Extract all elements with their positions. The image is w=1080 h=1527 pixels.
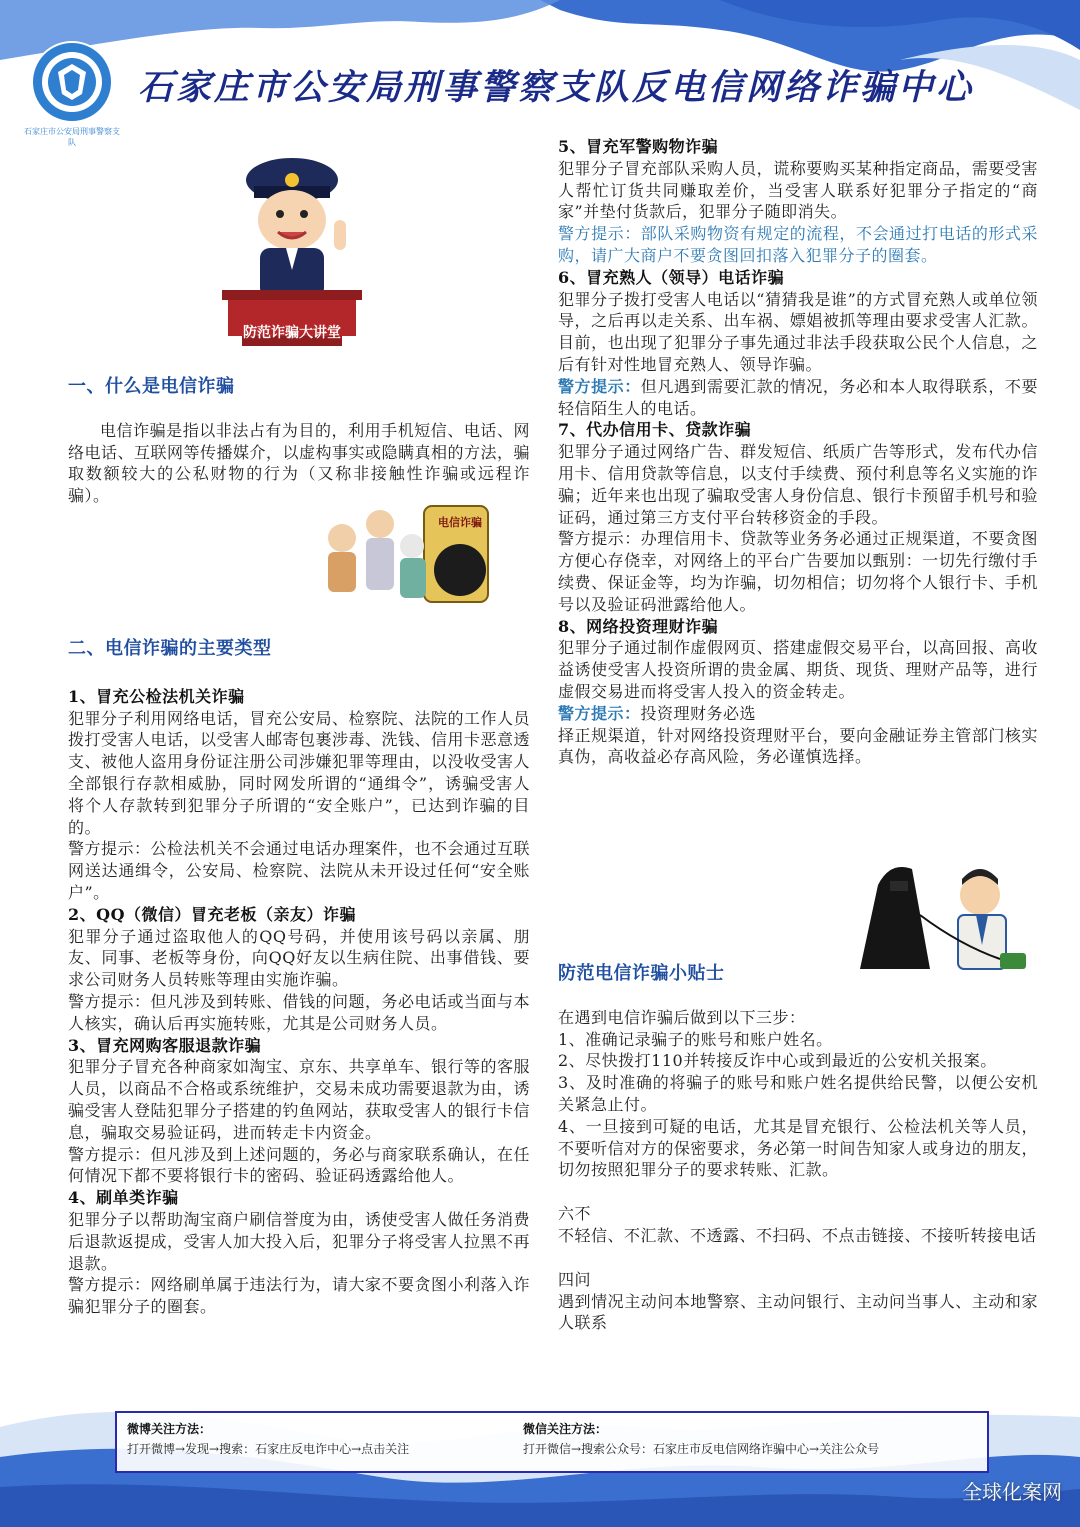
type-body: 犯罪分子通过网络广告、群发短信、纸质广告等形式，发布代办信用卡、信用贷款等信息，以支付手续费、预付利息等名义实施的诈骗；近年来也出现了骗取受害人身份信息、银行卡预留手机号和验证码，通过第三方支付平台转移资金的手段。 — [558, 442, 1038, 527]
tips-step: 2、尽快拨打110并转接反诈中心或到最近的公安机关报案。 — [558, 1051, 997, 1071]
type-body: 犯罪分子以帮助淘宝商户刷信誉度为由，诱使受害人做任务消费后退款返提成，受害人加大投入后，犯罪分子将受害人拉黑不再退款。 — [68, 1209, 531, 1273]
wechat-follow — [523, 1419, 879, 1459]
police-officer-illustration — [222, 150, 362, 350]
type-2 — [68, 904, 530, 1035]
watermark: 全球化案网 — [962, 1480, 1062, 1504]
four-ask-text: 遇到情况主动问本地警察、主动问银行、主动问当事人、主动和家人联系 — [558, 1291, 1038, 1333]
type-tip: 警方提示：公检法机关不会通过电话办理案件，也不会通过互联网送达通缉令，公安局、检察院、法院从未开设过任何“安全账户”。 — [68, 839, 531, 902]
type-5 — [558, 136, 1038, 267]
type-tip-label: 警方提示： — [558, 703, 641, 723]
type-title: 2、QQ（微信）冒充老板（亲友）诈骗 — [68, 904, 357, 924]
section1-heading: 一、什么是电信诈骗 — [68, 376, 235, 397]
type-body: 犯罪分子通过制作虚假网页、搭建虚假交易平台，以高回报、高收益诱使受害人投资所谓的贵金属、期货、现货、理财产品等，进行虚假交易进而将受害人投入的资金转走。 — [558, 638, 1038, 701]
type-7 — [558, 419, 1038, 615]
section1-body: 电信诈骗是指以非法占有为目的，利用手机短信、电话、网络电话、互联网等传播媒介，以虚构事实或隐瞒真相的方法，骗取数额较大的公私财物的行为（又称非接触性诈骗或远程诈骗）。 — [68, 420, 531, 506]
type-8 — [558, 616, 1038, 769]
police-badge-logo — [30, 40, 114, 124]
phone-scam-illustration — [850, 855, 1030, 973]
logo-ring-text: 石家庄市公安局刑事警察支队 — [24, 127, 120, 147]
type-title: 8、网络投资理财诈骗 — [558, 616, 719, 636]
type-title: 4、刷单类诈骗 — [68, 1188, 179, 1208]
type-body: 犯罪分子利用网络电话，冒充公安局、检察院、法院的工作人员拨打受害人电话，以受害人邮寄包裹涉毒、洗钱、信用卡恶意透支、被他人盗用身份证注册公司涉嫌犯罪等理由，以没收受害人全部银行存款相威胁，同时网发所谓的“通缉令”，诱骗受害人将个人存款转到犯罪分子所谓的“安全账户”，已达到诈骗的目的。 — [68, 708, 531, 837]
type-tip: 警方提示：部队采购物资有规定的流程，不会通过打电话的形式采购，请广大商户不要贪图回扣落入犯罪分子的圈套。 — [558, 224, 1038, 265]
weibo-title: 微博关注方法： — [127, 1422, 212, 1436]
four-ask-title: 四问 — [558, 1269, 592, 1289]
type-tip-text: 投资理财务必选 — [640, 703, 757, 723]
type-4 — [68, 1187, 530, 1318]
six-no-title: 六不 — [558, 1204, 592, 1224]
weibo-steps: 打开微博→发现→搜索：石家庄反电诈中心→点击关注 — [127, 1442, 410, 1456]
follow-methods-box — [115, 1411, 989, 1473]
six-no-text: 不轻信、不汇款、不透露、不扫码、不点击链接、不接听转接电话 — [558, 1225, 1037, 1245]
left-column-types — [68, 638, 530, 1318]
type-tip: 警方提示：办理信用卡、贷款等业务务必通过正规渠道，不要贪图方便心存侥幸，对网络上的平台广告要加以甄别：一切先行缴付手续费、保证金等，均为诈骗，切勿相信；切勿将个人银行卡、手机号以及验证码泄露给他人。 — [558, 529, 1038, 614]
type-title: 7、代办信用卡、贷款诈骗 — [558, 420, 752, 440]
type-title: 5、冒充军警购物诈骗 — [558, 137, 719, 156]
type-title: 3、冒充网购客服退款诈骗 — [68, 1035, 262, 1055]
tips-step: 3、及时准确的将骗子的账号和账户姓名提供给民警，以便公安机关紧急止付。 — [558, 1073, 1038, 1114]
right-column — [558, 136, 1038, 768]
type-body: 犯罪分子冒充各种商家如淘宝、京东、共享单车、银行等的客服人员，以商品不合格或系统维护，交易未成功需要退款为由，诱骗受害人登陆犯罪分子搭建的钓鱼网站，获取受害人的银行卡信息，骗取交易验证码，进而转走卡内资金。 — [68, 1057, 531, 1142]
type-6 — [558, 267, 1038, 420]
type-tip-label: 警方提示： — [558, 376, 641, 396]
tips-step: 1、准确记录骗子的账号和账户姓名。 — [558, 1029, 833, 1049]
left-column — [68, 376, 530, 507]
type-body: 犯罪分子通过盗取他人的QQ号码，并使用该号码以亲属、朋友、同事、老板等身份，向QQ好友以生病住院、出事借钱、要求公司财务人员转账等理由实施诈骗。 — [68, 926, 530, 990]
tips-heading: 防范电信诈骗小贴士 — [558, 963, 725, 984]
machine-label: 电信诈骗 — [438, 516, 482, 529]
wechat-steps: 打开微信→搜索公众号：石家庄市反电信网络诈骗中心→关注公众号 — [523, 1442, 880, 1456]
type-tip: 警方提示：网络刷单属于违法行为，请大家不要贪图小利落入诈骗犯罪分子的圈套。 — [68, 1275, 531, 1317]
type-body: 犯罪分子拨打受害人电话以“猜猜我是谁”的方式冒充熟人或单位领导，之后再以走关系、出车祸、嫖娼被抓等理由要求受害人汇款。目前，也出现了犯罪分子事先通过非法手段获取公民个人信息，之后有针对性地冒充熟人、领导诈骗。 — [558, 289, 1038, 374]
tips-column — [558, 963, 1038, 1334]
type-tip-cont: 择正规渠道，针对网络投资理财平台，要向金融证券主管部门核实真伪，高收益必存高风险，务必谨慎选择。 — [558, 725, 1038, 767]
type-tip: 警方提示：但凡涉及到上述问题的，务必与商家联系确认，在任何情况下都不要将银行卡的密码、验证码透露给他人。 — [68, 1144, 531, 1186]
section2-heading: 二、电信诈骗的主要类型 — [68, 638, 272, 659]
type-body: 犯罪分子冒充部队采购人员，谎称要购买某种指定商品，需要受害人帮忙订货共同赚取差价，当受害人联系好犯罪分子指定的“商家”并垫付货款后，犯罪分子随即消失。 — [558, 158, 1038, 222]
page-title: 石家庄市公安局刑事警察支队反电信网络诈骗中心 — [138, 67, 975, 108]
type-tip: 警方提示：但凡涉及到转账、借钱的问题，务必电话或当面与本人核实，确认后再实施转账，尤其是公司财务人员。 — [68, 991, 531, 1033]
type-tip-text: 但凡遇到需要汇款的情况，务必和本人取得联系，不要轻信陌生人的电话。 — [558, 376, 1038, 418]
type-3 — [68, 1035, 530, 1188]
tips-step: 4、一旦接到可疑的电话，尤其是冒充银行、公检法机关等人员，不要听信对方的保密要求，务必第一时间告知家人或身边的朋友，切勿按照犯罪分子的要求转账、汇款。 — [558, 1116, 1038, 1180]
type-title: 1、冒充公检法机关诈骗 — [68, 686, 245, 706]
wechat-title: 微信关注方法： — [523, 1422, 608, 1436]
type-1 — [68, 686, 530, 904]
type-title: 6、冒充熟人（领导）电话诈骗 — [558, 267, 785, 287]
tips-intro: 在遇到电信诈骗后做到以下三步： — [558, 1007, 806, 1027]
podium-label: 防范诈骗大讲堂 — [243, 325, 341, 341]
weibo-follow — [127, 1419, 409, 1459]
